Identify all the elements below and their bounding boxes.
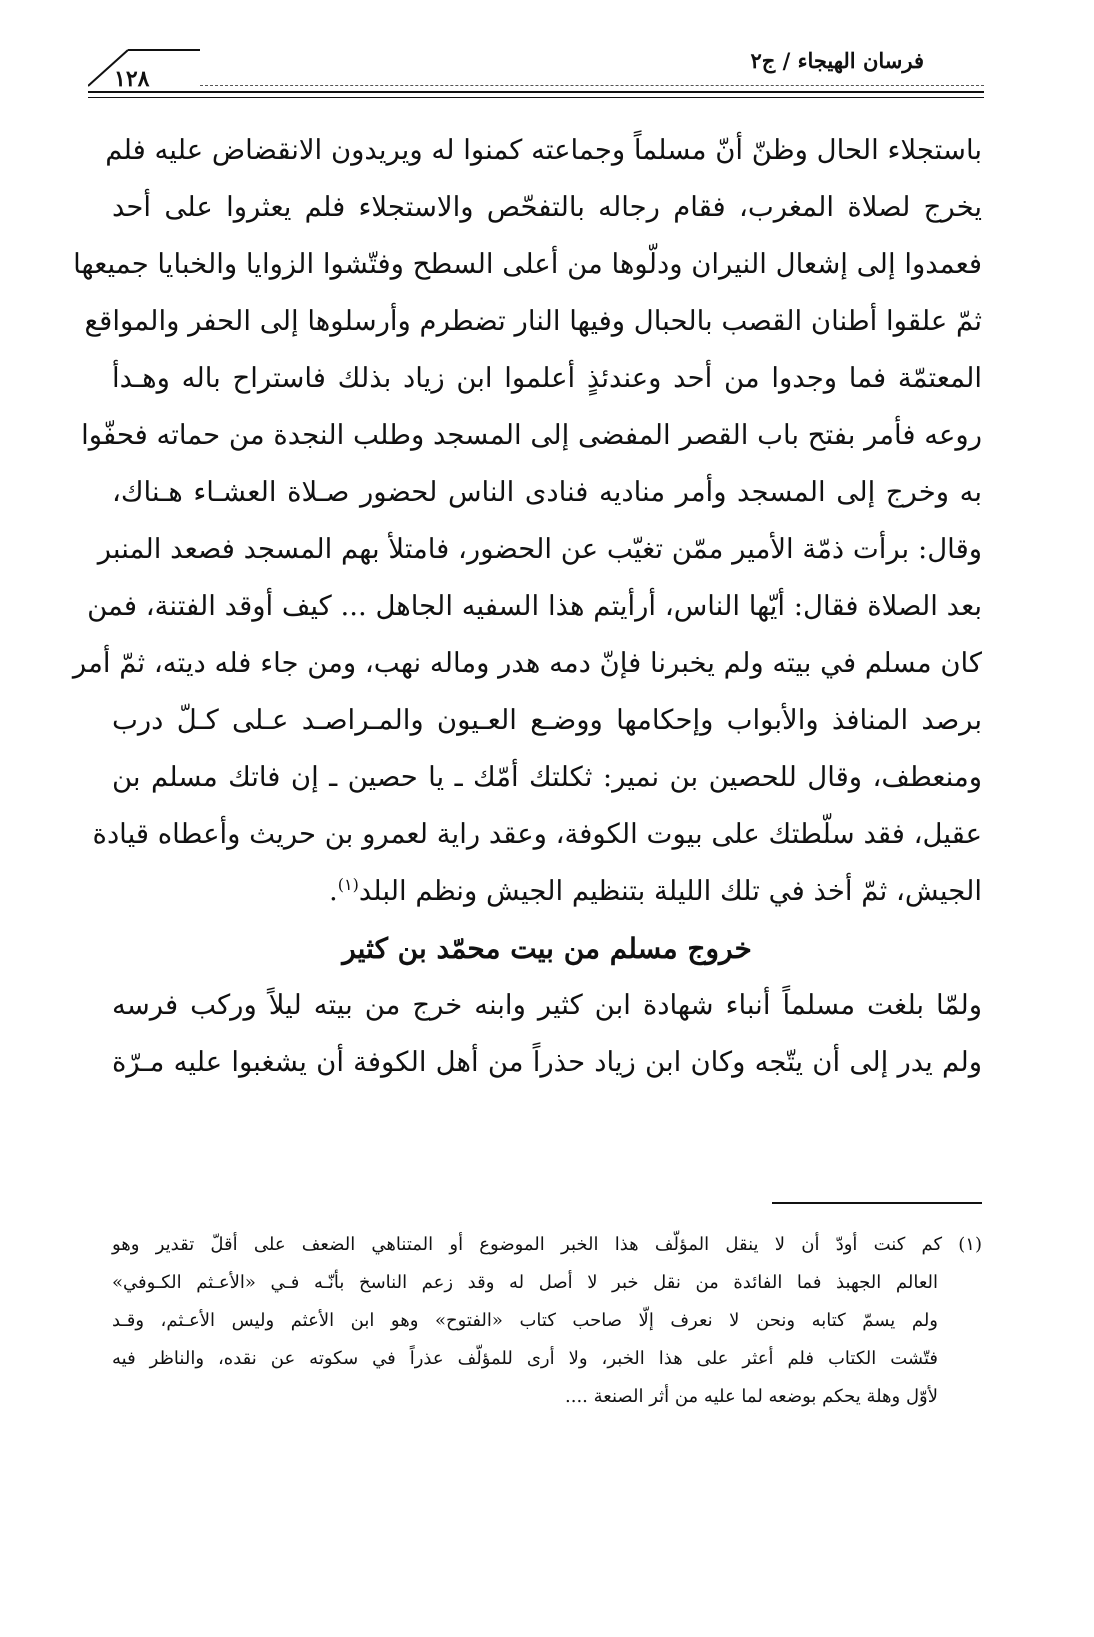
main-text xyxy=(72,122,982,1091)
section-heading: خروج مسلم من بيت محمّد بن كثير xyxy=(342,932,752,965)
text-line: وقال: برأت ذمّة الأمير ممّن تغيّب عن الحضور، فامتلأ بهم المسجد فصعد المنبر xyxy=(97,533,982,565)
running-title: فرسان الهيجاء / ج٢ xyxy=(750,48,924,73)
text-line: برصد المنافذ والأبواب وإحكامها ووضـع العـيون والمـراصـد عـلى كـلّ درب xyxy=(112,704,982,736)
text-line-paragraph-end xyxy=(112,863,982,920)
text-line-content: الجيش، ثمّ أخذ في تلك الليلة بتنظيم الجيش ونظم البلد xyxy=(358,875,982,907)
text-line: ولم يدر إلى أن يتّجه وكان ابن زياد حذراً من أهل الكوفة أن يشغبوا عليه مـرّة xyxy=(112,1046,982,1078)
text-line: ولمّا بلغت مسلماً أنباء شهادة ابن كثير وابنه خرج من بيته ليلاً وركب فرسه xyxy=(112,989,982,1021)
text-line: فعمدوا إلى إشعال النيران ودلّوها من أعلى السطح وفتّشوا الزوايا والخبايا جميعها xyxy=(73,248,982,280)
text-line: ومنعطف، وقال للحصين بن نمير: ثكلتك أمّك ـ يا حصين ـ إن فاتك مسلم بن xyxy=(112,761,982,793)
header-rule-thick xyxy=(88,91,984,93)
text-line: ثمّ علقوا أطنان القصب بالحبال وفيها النار تضطرم وأرسلوها إلى الحفر والمواقع xyxy=(84,305,982,337)
text-line: كان مسلم في بيته ولم يخبرنا فإنّ دمه هدر وماله نهب، ومن جاء فله ديته، ثمّ أمر xyxy=(72,647,982,679)
text-line: يخرج لصلاة المغرب، فقام رجاله بالتفحّص والاستجلاء فلم يعثروا على أحد xyxy=(112,191,982,223)
text-line: باستجلاء الحال وظنّ أنّ مسلماً وجماعته كمنوا له ويريدون الانقضاض عليه فلم xyxy=(105,134,982,166)
footnote-reference[interactable]: (١) xyxy=(337,874,359,894)
header-dashed-rule xyxy=(200,85,984,86)
text-line: روعه فأمر بفتح باب القصر المفضى إلى المسجد وطلب النجدة من حماته فحفّوا xyxy=(81,419,982,451)
footnote-separator xyxy=(772,1202,982,1204)
footnote-line: العالم الجهبذ فما الفائدة من نقل خبر لا أصل له وقد زعم الناسخ بأنّـه فـي «الأعـثم الكـوفي» xyxy=(112,1272,938,1293)
page-number: ١٢٨ xyxy=(114,66,150,92)
text-line: عقيل، فقد سلّطتك على بيوت الكوفة، وعقد راية لعمرو بن حريث وأعطاه قيادة xyxy=(92,818,982,850)
page-header xyxy=(88,44,984,100)
text-line: به وخرج إلى المسجد وأمر مناديه فنادى الناس لحضور صـلاة العشـاء هـناك، xyxy=(112,476,982,508)
footnote-line: لأوّل وهلة يحكم بوضعه لما عليه من أثر الصنعة .... xyxy=(565,1386,938,1407)
footnotes xyxy=(112,1226,982,1416)
footnote-line: ولم يسمّ كتابه ونحن لا نعرف إلّا صاحب كتاب «الفتوح» وهو ابن الأعثم وليس الأعـثم، وقـد xyxy=(112,1310,938,1331)
text-line: بعد الصلاة فقال: أيّها الناس، أرأيتم هذا السفيه الجاهل ... كيف أوقد الفتنة، فمن xyxy=(87,590,982,622)
sentence-period: . xyxy=(328,875,338,907)
footnote-line: (١) كم كنت أودّ أن لا ينقل المؤلّف هذا الخبر الموضوع أو المتناهي الضعف على أقلّ تقدير وهو xyxy=(112,1234,982,1255)
text-line: المعتمّة فما وجدوا من أحد وعندئذٍ أعلموا ابن زياد بذلك فاستراح باله وهـدأ xyxy=(112,362,982,394)
footnote-line: فتّشت الكتاب فلم أعثر على هذا الخبر، ولا أرى للمؤلّف عذراً في سكوته عن نقده، والناظر فيه xyxy=(112,1348,938,1369)
header-rule-thin xyxy=(88,97,984,98)
